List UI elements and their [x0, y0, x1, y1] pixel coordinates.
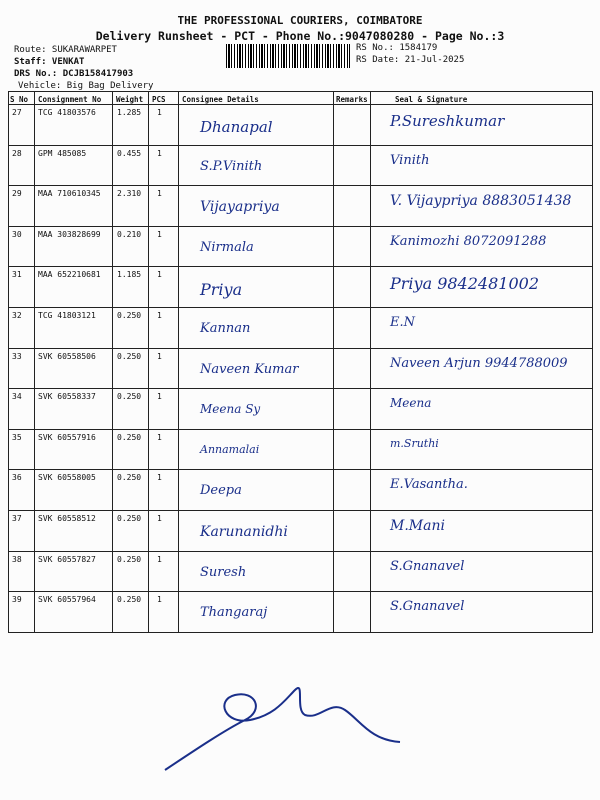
row-consignment-number: SVK 60558005 [38, 473, 96, 483]
seal-signature: S.Gnanavel [390, 558, 465, 574]
row-weight: 1.185 [117, 270, 142, 280]
row-weight: 0.250 [117, 473, 142, 483]
row-pieces: 1 [157, 392, 162, 402]
header-pcs: PCS [152, 95, 166, 104]
row-divider [8, 632, 593, 633]
drs-label: DRS No.: DCJB158417903 [14, 69, 134, 79]
consignee-signature: Nirmala [200, 239, 254, 255]
column-divider [34, 91, 35, 632]
row-serial-number: 35 [12, 432, 22, 442]
row-divider [8, 591, 593, 592]
document-title: THE PROFESSIONAL COURIERS, COIMBATORE [177, 14, 423, 27]
seal-signature: Kanimozhi 8072091288 [390, 233, 547, 249]
row-weight: 0.250 [117, 311, 142, 320]
row-consignment-number: GPM 485085 [38, 148, 87, 158]
row-serial-number: 28 [12, 148, 22, 158]
row-weight: 0.250 [117, 595, 142, 605]
consignee-signature: Deepa [200, 483, 242, 499]
consignee-signature: S.P.Vinith [200, 158, 263, 174]
seal-signature: Priya 9842481002 [390, 274, 539, 294]
header-consignment: Consignment No [38, 95, 102, 104]
consignee-signature: Annamalai [200, 442, 260, 456]
row-consignment-number: SVK 60557827 [38, 554, 96, 564]
seal-signature: V. Vijaypriya 8883051438 [390, 193, 572, 210]
row-consignment-number: MAA 652210681 [38, 270, 101, 280]
row-pieces: 1 [157, 595, 162, 605]
row-consignment-number: TCG 41803576 [38, 108, 96, 117]
column-divider [148, 91, 149, 632]
seal-signature: P.Sureshkumar [390, 112, 505, 130]
row-pieces: 1 [157, 432, 162, 442]
row-weight: 0.250 [117, 554, 142, 564]
rs-number: RS No.: 1584179 [356, 43, 438, 53]
seal-signature: Naveen Arjun 9944788009 [390, 355, 568, 371]
row-pieces: 1 [157, 270, 162, 280]
row-divider [8, 307, 593, 308]
column-divider [592, 91, 593, 632]
row-serial-number: 32 [12, 311, 22, 320]
row-weight: 0.210 [117, 229, 142, 239]
row-consignment-number: TCG 41803121 [38, 311, 96, 320]
row-divider [8, 348, 593, 349]
rs-date: RS Date: 21-Jul-2025 [356, 55, 465, 65]
row-serial-number: 33 [12, 351, 22, 361]
header-consignee: Consignee Details [182, 95, 259, 104]
header-sno: S No [10, 95, 29, 104]
seal-signature: S.Gnanavel [390, 599, 465, 615]
row-weight: 2.310 [117, 189, 142, 199]
row-serial-number: 27 [12, 108, 22, 117]
row-consignment-number: SVK 60558512 [38, 514, 96, 523]
row-consignment-number: SVK 60557916 [38, 432, 96, 442]
consignee-signature: Karunanidhi [200, 524, 288, 540]
seal-signature: Vinith [390, 152, 430, 168]
row-divider [8, 388, 593, 389]
row-serial-number: 34 [12, 392, 22, 402]
column-divider [112, 91, 113, 632]
row-consignment-number: MAA 303828699 [38, 229, 101, 239]
row-divider [8, 469, 593, 470]
route-label: Route: SUKARAWARPET [14, 45, 117, 55]
seal-signature: Meena [390, 396, 432, 411]
row-serial-number: 29 [12, 189, 22, 199]
row-serial-number: 38 [12, 554, 22, 564]
document-subtitle: Delivery Runsheet - PCT - Phone No.:9047080280 - Page No.:3 [95, 29, 505, 43]
consignee-signature: Meena Sy [200, 402, 261, 417]
row-serial-number: 30 [12, 229, 22, 239]
barcode [226, 44, 350, 68]
row-pieces: 1 [157, 148, 162, 158]
row-divider [8, 551, 593, 552]
table-header-divider [8, 104, 593, 105]
row-consignment-number: SVK 60558337 [38, 392, 96, 402]
header-remarks: Remarks [336, 95, 368, 104]
row-consignment-number: MAA 710610345 [38, 189, 101, 199]
row-divider [8, 429, 593, 430]
column-divider [333, 91, 334, 632]
row-weight: 0.250 [117, 432, 142, 442]
column-divider [8, 91, 9, 632]
column-divider [370, 91, 371, 632]
consignee-signature: Kannan [200, 321, 251, 336]
column-divider [178, 91, 179, 632]
row-consignment-number: SVK 60558506 [38, 351, 96, 361]
row-divider [8, 266, 593, 267]
header-seal-signature: Seal & Signature [395, 95, 468, 104]
row-divider [8, 185, 593, 186]
row-serial-number: 36 [12, 473, 22, 483]
row-divider [8, 226, 593, 227]
row-serial-number: 37 [12, 514, 22, 523]
vehicle-label: Vehicle: Big Bag Delivery [18, 81, 154, 91]
row-pieces: 1 [157, 229, 162, 239]
table-border-top [8, 91, 593, 92]
consignee-signature: Dhanapal [200, 118, 273, 136]
bottom-signature-scribble [155, 670, 415, 780]
row-divider [8, 510, 593, 511]
row-pieces: 1 [157, 351, 162, 361]
consignee-signature: Naveen Kumar [200, 361, 299, 377]
row-weight: 0.455 [117, 148, 142, 158]
seal-signature: m.Sruthi [390, 436, 439, 450]
row-pieces: 1 [157, 473, 162, 483]
row-pieces: 1 [157, 189, 162, 199]
row-pieces: 1 [157, 514, 162, 523]
row-weight: 1.285 [117, 108, 142, 117]
row-weight: 0.250 [117, 514, 142, 523]
row-serial-number: 39 [12, 595, 22, 605]
consignee-signature: Priya [200, 280, 243, 300]
consignee-signature: Vijayapriya [200, 199, 280, 216]
row-weight: 0.250 [117, 392, 142, 402]
row-serial-number: 31 [12, 270, 22, 280]
row-pieces: 1 [157, 108, 162, 117]
row-pieces: 1 [157, 311, 162, 320]
consignee-signature: Suresh [200, 564, 247, 580]
consignee-signature: Thangaraj [200, 605, 268, 621]
staff-label: Staff: VENKAT [14, 57, 85, 67]
row-weight: 0.250 [117, 351, 142, 361]
header-weight: Weight [116, 95, 144, 104]
row-pieces: 1 [157, 554, 162, 564]
seal-signature: M.Mani [390, 518, 445, 534]
seal-signature: E.Vasantha. [390, 477, 468, 493]
row-divider [8, 145, 593, 146]
seal-signature: E.N [390, 315, 415, 330]
row-consignment-number: SVK 60557964 [38, 595, 96, 605]
